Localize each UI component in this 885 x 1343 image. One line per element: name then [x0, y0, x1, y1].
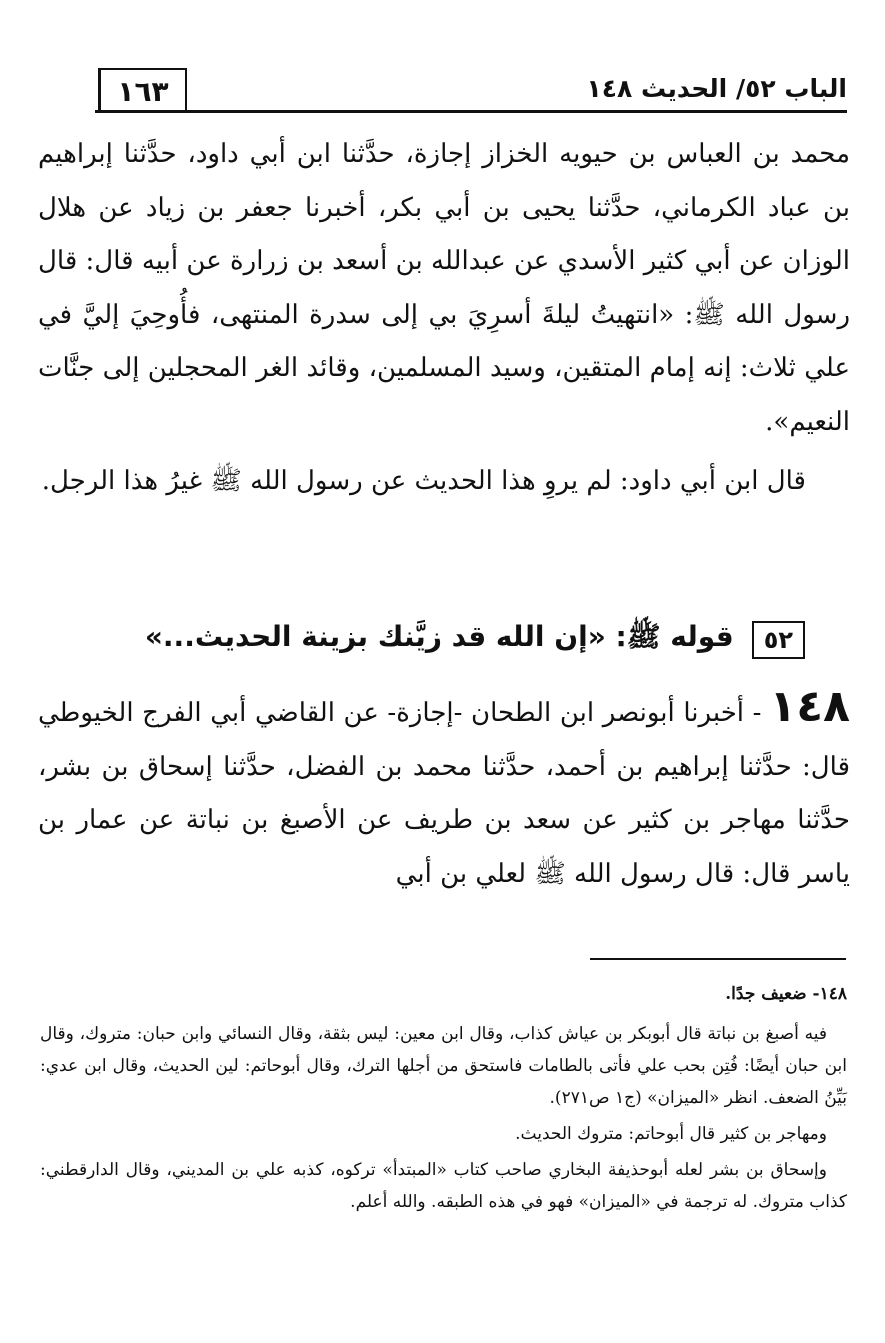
page-number: ١٦٣	[98, 68, 187, 112]
chapter-heading	[38, 614, 805, 666]
footnote-paragraph-3: وإسحاق بن بشر لعله أبوحذيفة البخاري صاحب كتاب «المبتدأ» تركوه، كذبه علي بن المديني، وقال الدارقطني: كذاب متروك. له ترجمة في «الميزان» فهو في هذه الطبقه. والله أعلم.	[40, 1160, 847, 1212]
hadith-text: - أخبرنا أبونصر ابن الطحان -إجازة- عن القاضي أبي الفرج الخيوطي قال: حدَّثنا إبراهيم بن أحمد، حدَّثنا محمد بن الفضل، حدَّثنا إسحاق بن بشر، حدَّثنا مهاجر بن كثير عن سعد بن طريف عن الأصبغ بن نباتة عن عمار بن ياسر قال: قال رسول الله ﷺ لعلي بن أبي	[38, 698, 850, 889]
body-paragraph-1: محمد بن العباس بن حيويه الخزاز إجازة، حدَّثنا ابن أبي داود، حدَّثنا إبراهيم بن عباد الكرماني، حدَّثنا يحيى بن أبي بكر، أخبرنا جعفر بن زياد عن هلال الوزان عن أبي كثير الأسدي عن عبدالله بن أسعد بن زرارة عن أبيه قال: قال رسول الله ﷺ: «انتهيتُ ليلةَ أسرِيَ بي إلى سدرة المنتهى، فأُوحِيَ إليَّ في علي ثلاث: إنه إمام المتقين، وسيد المسلمين، وقائد الغر المحجلين إلى جنَّات النعيم».	[38, 139, 850, 437]
chapter-number: ٥٢	[752, 621, 805, 659]
footnote-heading: ١٤٨- ضعيف جدًا.	[725, 984, 847, 1004]
main-text	[38, 128, 850, 509]
hadith-148	[38, 680, 850, 901]
hadith-paragraph	[38, 680, 850, 901]
running-head: الباب ٥٢/ الحديث ١٤٨	[586, 74, 847, 103]
footnote-paragraph-2: ومهاجر بن كثير قال أبوحاتم: متروك الحديث.	[515, 1124, 827, 1144]
chapter-title: قوله ﷺ: «إن الله قد زيَّنك بزينة الحديث...»	[144, 620, 734, 653]
hadith-number: ١٤٨	[769, 681, 850, 732]
body-paragraph-2: قال ابن أبي داود: لم يروِ هذا الحديث عن رسول الله ﷺ غيرُ هذا الرجل.	[41, 466, 806, 496]
footnote-rule	[590, 958, 846, 960]
footnotes	[40, 978, 847, 1222]
header-rule	[95, 110, 847, 113]
footnote-paragraph-1: فيه أصبغ بن نباتة قال أبوبكر بن عياش كذاب، وقال ابن معين: ليس بثقة، وقال النسائي وابن حبان: متروك، وقال ابن حبان أيضًا: فُتِن بحب علي فأتى بالطامات فاستحق من أجلها الترك، وقال أبوحاتم: لين الحديث، وقال ابن عدي: بَيِّنُ الضعف. انظر «الميزان» (ج١ ص٢٧١).	[40, 1024, 847, 1108]
